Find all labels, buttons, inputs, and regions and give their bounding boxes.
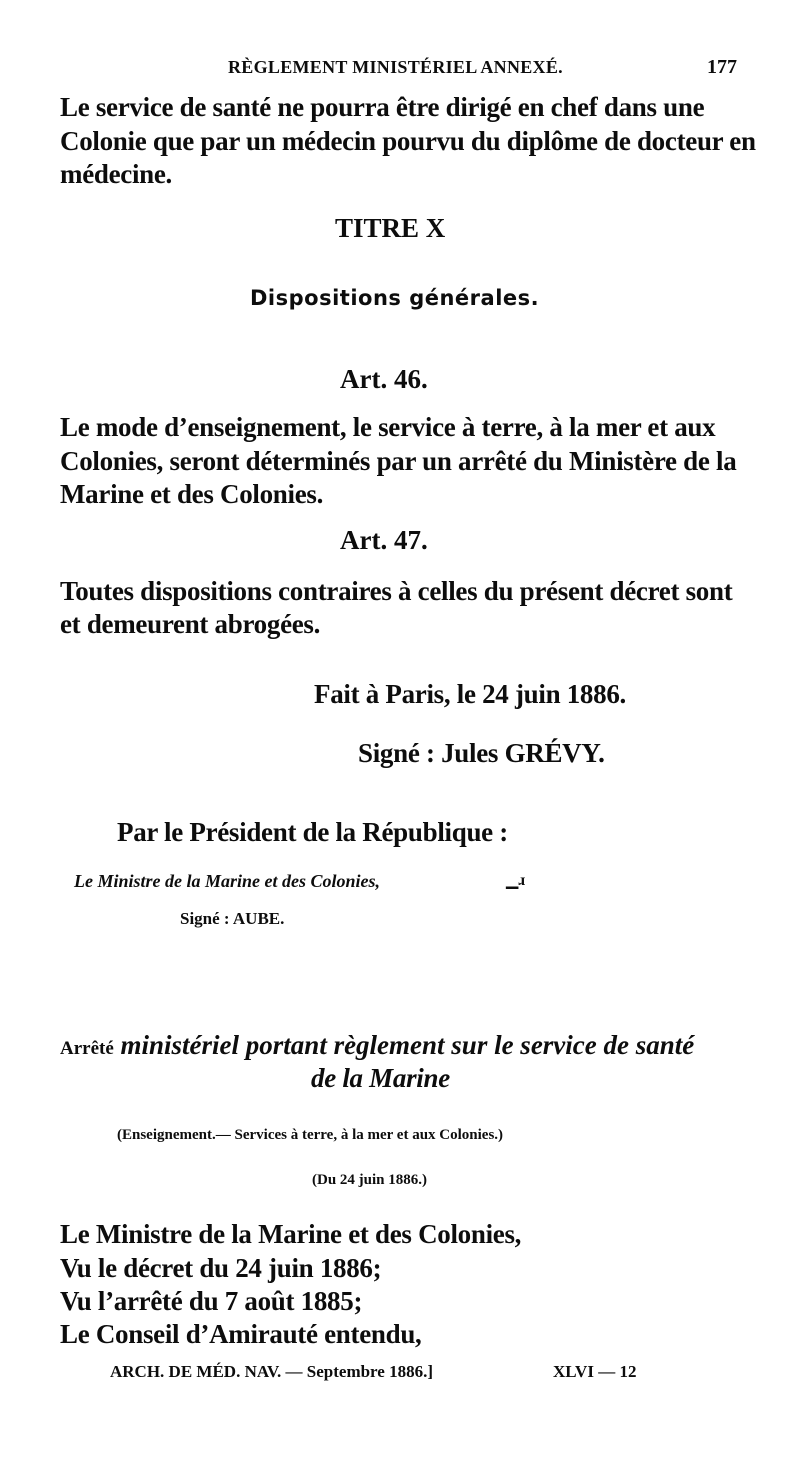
par-president: Par le Président de la République : [117,817,508,847]
visa-line: Le Ministre de la Marine et des Colonies, [60,1219,522,1249]
paragraph-line: médecine. [60,159,173,189]
article-heading-46 [340,364,428,395]
running-title: RÈGLEMENT MINISTÉRIEL ANNEXÉ. [228,57,563,77]
article-prefix: Art. [340,525,388,555]
ink-mark: ▁ɹ [506,872,526,889]
decree-title [60,1030,694,1061]
signature-minister: Signé : AUBE. [180,909,285,928]
section-subtitle: Dispositions générales. [250,286,540,310]
paragraph-line: Colonies, seront déterminés par un arrêté du Ministère de la [60,446,737,476]
footer-signature: XLVI — 12 [553,1362,637,1381]
article-prefix: Art. [340,364,388,394]
section-title: TITRE X [335,213,446,243]
paragraph-line: Colonie que par un médecin pourvu du diplôme de docteur en [60,126,756,156]
minister-line: Le Ministre de la Marine et des Colonies, [74,871,380,891]
decree-date: (Du 24 juin 1886.) [312,1172,428,1188]
visa-line: Le Conseil d’Amirauté entendu, [60,1319,422,1349]
visa-line: Vu l’arrêté du 7 août 1885; [60,1286,363,1316]
signature-president: Signé : Jules GRÉVY. [358,738,605,768]
article-heading-47 [340,525,428,556]
paragraph-line: et demeurent abrogées. [60,609,321,639]
decree-title-line1: ministériel portant règlement sur le service de santé [113,1030,695,1060]
paragraph-line: Toutes dispositions contraires à celles du présent décret sont [60,576,733,606]
place-date: Fait à Paris, le 24 juin 1886. [314,679,626,709]
page-number: 177 [707,56,737,78]
signatory-last-name: GRÉVY. [498,738,605,768]
decree-prefix: Arrêté [60,1038,114,1059]
decree-subject: (Enseignement.— Services à terre, à la mer et aux Colonies.) [117,1127,504,1143]
signatory-first-name: Jules [441,738,499,768]
paragraph-line: Marine et des Colonies. [60,479,324,509]
paragraph-line: Le mode d’enseignement, le service à terre, à la mer et aux [60,412,716,442]
article-number: 47. [393,525,428,555]
paragraph-line: Le service de santé ne pourra être dirigé en chef dans une [60,92,705,122]
article-number: 46. [393,364,428,394]
footer-source: ARCH. DE MÉD. NAV. — Septembre 1886.] [110,1362,433,1381]
decree-title-line2: de la Marine [311,1063,450,1093]
visa-line: Vu le décret du 24 juin 1886; [60,1253,382,1283]
